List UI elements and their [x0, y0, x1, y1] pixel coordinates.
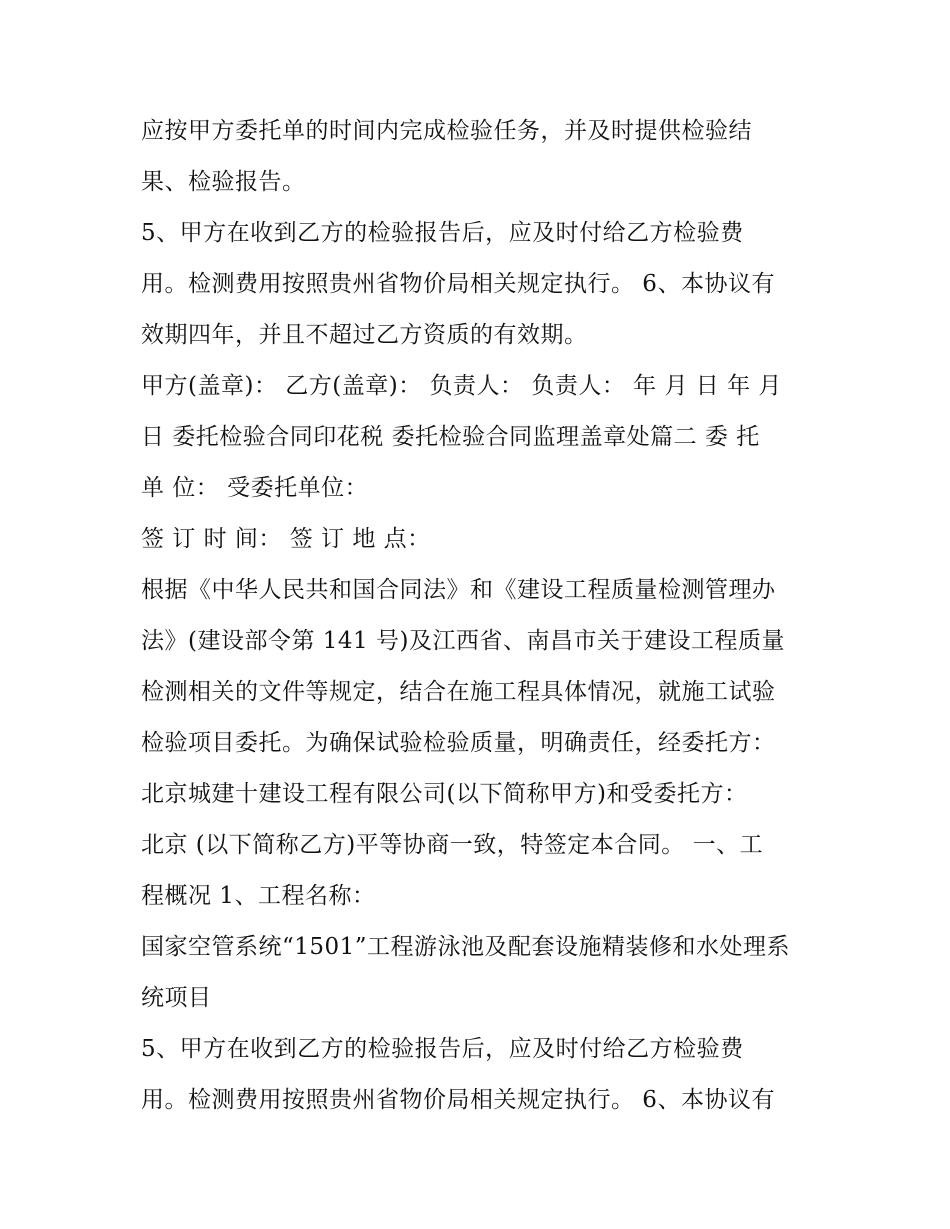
text-line: 程概况 1、工程名称： [141, 883, 376, 909]
text-line: 检验项目委托。为确保试验检验质量，明确责任，经委托方： [141, 730, 776, 756]
text-line: 用。检测费用按照贵州省物价局相关规定执行。 6、本协议有 [141, 1087, 775, 1113]
text-line: 单 位： 受委托单位： [141, 475, 369, 501]
text-line: 统项目 [141, 985, 212, 1011]
text-line: 北京城建十建设工程有限公司(以下简称甲方)和受委托方： [141, 781, 748, 807]
text-line: 北京 (以下简称乙方)平等协商一致，特签定本合同。 一、工 [141, 832, 764, 858]
text-line: 5、甲方在收到乙方的检验报告后，应及时付给乙方检验费 [141, 1036, 744, 1062]
text-line: 法》(建设部令第 141 号)及江西省、南昌市关于建设工程质量 [141, 628, 785, 654]
text-line: 日 委托检验合同印花税 委托检验合同监理盖章处篇二 委 托 [141, 424, 760, 450]
text-line: 效期四年，并且不超过乙方资质的有效期。 [141, 322, 588, 348]
text-line: 应按甲方委托单的时间内完成检验任务，并及时提供检验结 [141, 118, 752, 144]
text-line: 检测相关的文件等规定，结合在施工程具体情况，就施工试验 [141, 679, 776, 705]
text-line: 甲方(盖章)： 乙方(盖章)： 负责人： 负责人： 年 月 日 年 月 [141, 373, 782, 399]
text-line: 根据《中华人民共和国合同法》和《建设工程质量检测管理办 [141, 577, 776, 603]
text-line: 国家空管系统“1501”工程游泳池及配套设施精装修和水处理系 [141, 934, 791, 960]
text-line: 果、检验报告。 [141, 169, 306, 195]
document-body [141, 106, 811, 1126]
text-line: 用。检测费用按照贵州省物价局相关规定执行。 6、本协议有 [141, 271, 775, 297]
text-line: 签 订 时 间： 签 订 地 点： [141, 526, 431, 552]
text-line: 5、甲方在收到乙方的检验报告后，应及时付给乙方检验费 [141, 220, 744, 246]
